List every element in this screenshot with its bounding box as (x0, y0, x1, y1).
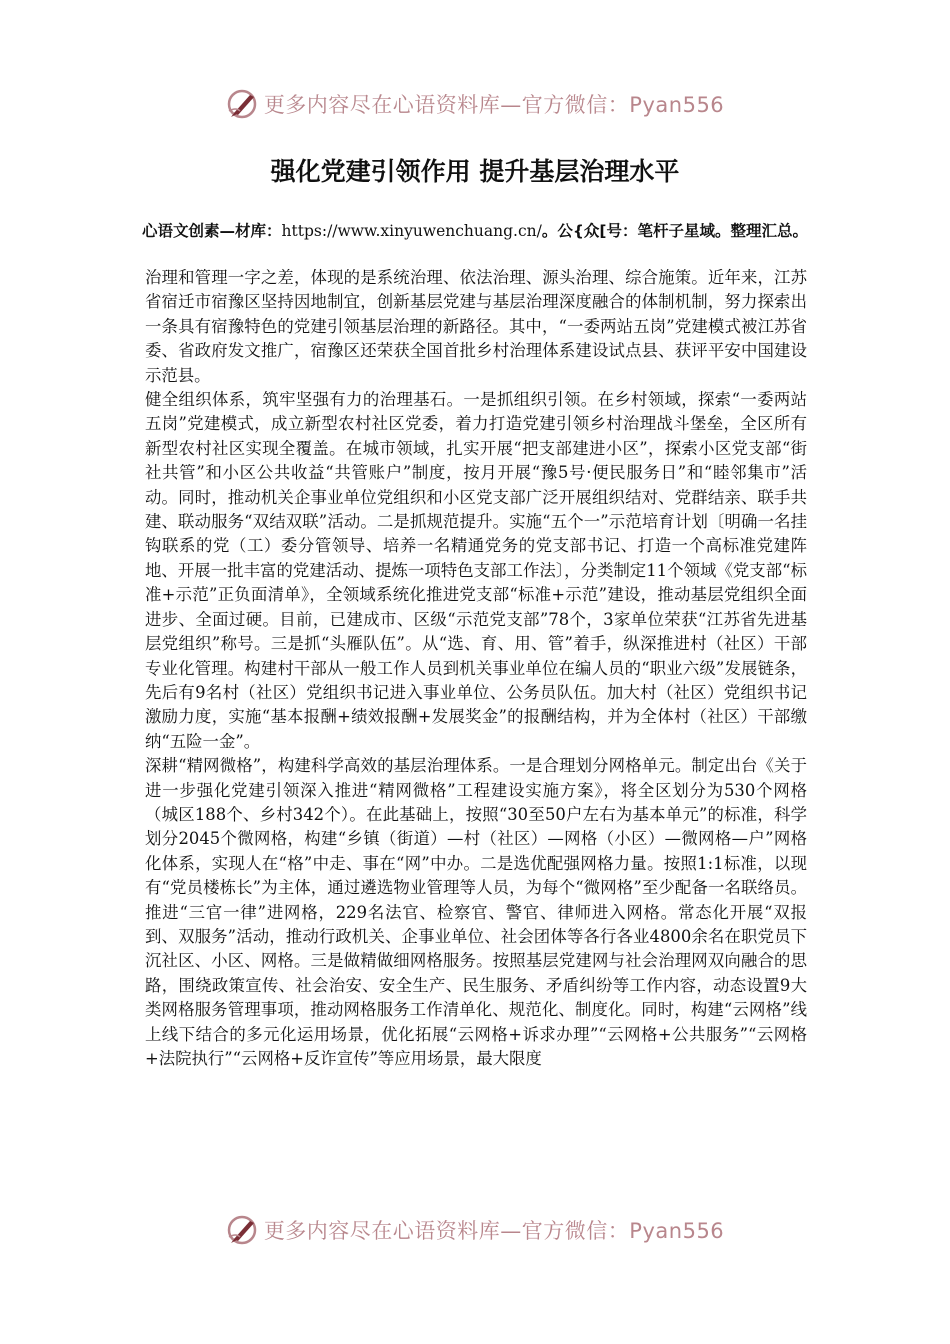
watermark-text: 更多内容尽在心语资料库—官方微信：Pyan556 (263, 93, 725, 117)
source-suffix: 。公{众[号：笔杆子星域。整理汇总。 (541, 222, 808, 240)
source-note (130, 219, 820, 243)
paragraph: 深耕“精网微格”，构建科学高效的基层治理体系。一是合理划分网格单元。制定出台《关于进一步强化党建引领深入推进“精网微格”工程建设实施方案》，将全区划分为530个网格（城区188个、乡村342个）。在此基础上，按照“30至50户左右为基本单元”的标准，科学划分2045个微网格，构建“乡镇（街道）—村（社区）—网格（小区）—微网格—户”网格化体系，实现人在“格”中走、事在“网”中办。二是选优配强网格力量。按照1:1标准，以现有“党员楼栋长”为主体，通过遴选物业管理等人员，为每个“微网格”至少配备一名联络员。推进“三官一律”进网格，229名法官、检察官、警官、律师进入网格。常态化开展“双报到、双服务”活动，推动行政机关、企事业单位、社会团体等各行各业4800余名在职党员下沉社区、小区、网格。三是做精做细网格服务。按照基层党建网与社会治理网双向融合的思路，围绕政策宣传、社会治安、安全生产、民生服务、矛盾纠纷等工作内容，动态设置9大类网格服务管理事项，推动网格服务工作清单化、规范化、制度化。同时，构建“云网格”线上线下结合的多元化运用场景，优化拓展“云网格+诉求办理”“云网格+公共服务”“云网格+法院执行”“云网格+反诈宣传”等应用场景，最大限度 (145, 756, 807, 1068)
header-watermark-banner (0, 84, 950, 124)
source-prefix: 心语文创素—材库： (142, 222, 282, 240)
document-title: 强化党建引领作用 提升基层治理水平 (270, 157, 680, 186)
source-url: https://www.xinyuwenchuang.cn/ (281, 222, 542, 240)
paragraph: 健全组织体系，筑牢坚强有力的治理基石。一是抓组织引领。在乡村领域，探索“一委两站五岗”党建模式，成立新型农村社区党委，着力打造党建引领乡村治理战斗堡垒，全区所有新型农村社区实现全覆盖。在城市领域，扎实开展“把支部建进小区”，探索小区党支部“街社共管”和小区公共收益“共管账户”制度，按月开展“豫5号·便民服务日”和“睦邻集市”活动。同时，推动机关企事业单位党组织和小区党支部广泛开展组织结对、党群结亲、联手共建、联动服务“双结双联”活动。二是抓规范提升。实施“五个一”示范培育计划〔明确一名挂钩联系的党（工）委分管领导、培养一名精通党务的党支部书记、打造一个高标准党建阵地、开展一批丰富的党建活动、提炼一项特色支部工作法〕，分类制定11个领域《党支部“标准+示范”正负面清单》，全领域系统化推进党支部“标准+示范”建设，推动基层党组织全面进步、全面过硬。目前，已建成市、区级“示范党支部”78个，3家单位荣获“江苏省先进基层党组织”称号。三是抓“头雁队伍”。从“选、育、用、管”着手，纵深推进村（社区）干部专业化管理。构建村干部从一般工作人员到机关事业单位在编人员的“职业六级”发展链条，先后有9名村（社区）党组织书记进入事业单位、公务员队伍。加大村（社区）党组织书记激励力度，实施“基本报酬+绩效报酬+发展奖金”的报酬结构，并为全体村（社区）干部缴纳“五险一金”。 (145, 390, 807, 751)
watermark-text: 更多内容尽在心语资料库—官方微信：Pyan556 (263, 1219, 725, 1243)
document-body (145, 266, 807, 1071)
footer-watermark-banner (0, 1210, 950, 1250)
pen-logo-icon (226, 87, 260, 121)
paragraph: 治理和管理一字之差，体现的是系统治理、依法治理、源头治理、综合施策。近年来，江苏省宿迁市宿豫区坚持因地制宜，创新基层党建与基层治理深度融合的体制机制，努力探索出一条具有宿豫特色的党建引领基层治理的新路径。其中，“一委两站五岗”党建模式被江苏省委、省政府发文推广，宿豫区还荣获全国首批乡村治理体系建设试点县、获评平安中国建设示范县。 (145, 268, 807, 385)
pen-logo-icon (226, 1213, 260, 1247)
